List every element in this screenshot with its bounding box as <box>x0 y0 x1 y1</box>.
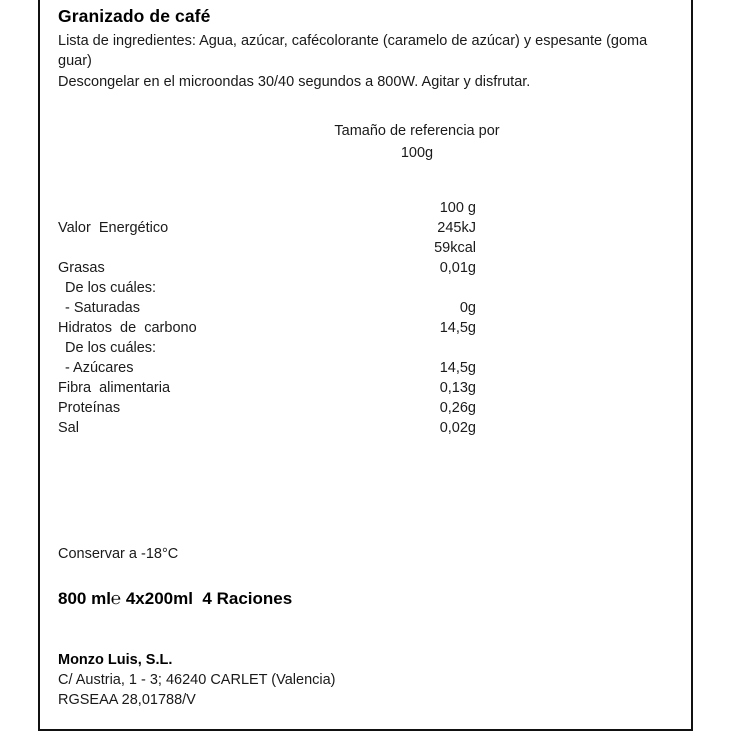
nutrition-row-label: Grasas <box>58 260 105 276</box>
nutrition-row-value: 0,26g <box>439 400 476 416</box>
nutrition-row-value: 14,5g <box>439 320 476 336</box>
nutrition-row-value: 14,5g <box>439 360 476 376</box>
nutrition-row-label: Proteínas <box>58 400 121 416</box>
label-inner <box>40 0 691 729</box>
nutrition-row-label: - Saturadas <box>65 300 140 316</box>
nutrition-row <box>40 358 691 378</box>
manufacturer-name: Monzo Luis, S.L. <box>58 652 173 668</box>
nutrition-row-value: 0,01g <box>439 260 476 276</box>
nutrition-column-header: 100 g <box>439 200 476 216</box>
nutrition-row <box>40 318 691 338</box>
nutrition-row-label: Valor Energético <box>58 220 169 236</box>
reference-size-block <box>302 120 532 164</box>
manufacturer-footer <box>58 650 336 710</box>
nutrition-row-label: De los cuáles: <box>65 340 157 356</box>
nutrition-row-label: Fibra alimentaria <box>58 380 171 396</box>
nutrition-row-value: 0,02g <box>439 420 476 436</box>
nutrition-label-card <box>38 0 693 731</box>
nutrition-row-value: 0g <box>459 300 476 316</box>
net-volume-text: 800 ml℮ 4x200ml 4 Raciones <box>58 589 293 608</box>
nutrition-row-label: - Azúcares <box>65 360 134 376</box>
nutrition-column-header-row <box>40 198 691 218</box>
storage-instructions-text: Conservar a -18°C <box>58 546 179 562</box>
nutrition-row <box>40 378 691 398</box>
nutrition-table <box>40 198 691 438</box>
reference-size-value: 100g <box>400 145 434 161</box>
nutrition-row-value: 59kcal <box>434 240 476 256</box>
nutrition-row <box>40 218 691 238</box>
nutrition-row <box>40 418 691 438</box>
manufacturer-address: C/ Austria, 1 - 3; 46240 CARLET (Valencia) <box>58 672 336 688</box>
nutrition-row <box>40 278 691 298</box>
reference-size-label: Tamaño de referencia por <box>334 123 500 139</box>
nutrition-row <box>40 298 691 318</box>
nutrition-row-label: Sal <box>58 420 79 436</box>
ingredients-text: Lista de ingredientes: Agua, azúcar, cafécolorante (caramelo de azúcar) y espesante (goma guar) <box>58 33 648 69</box>
nutrition-row <box>40 258 691 278</box>
nutrition-row-value: 0,13g <box>439 380 476 396</box>
nutrition-row-value: 245kJ <box>437 220 476 236</box>
registration-number: RGSEAA 28,01788/V <box>58 692 196 708</box>
page-title: Granizado de café <box>58 6 211 26</box>
preparation-instructions-text: Descongelar en el microondas 30/40 segundos a 800W. Agitar y disfrutar. <box>58 74 531 90</box>
nutrition-row <box>40 338 691 358</box>
nutrition-row-label: Hidratos de carbono <box>58 320 197 336</box>
nutrition-row <box>40 398 691 418</box>
nutrition-row <box>40 238 691 258</box>
nutrition-row-label: De los cuáles: <box>65 280 157 296</box>
